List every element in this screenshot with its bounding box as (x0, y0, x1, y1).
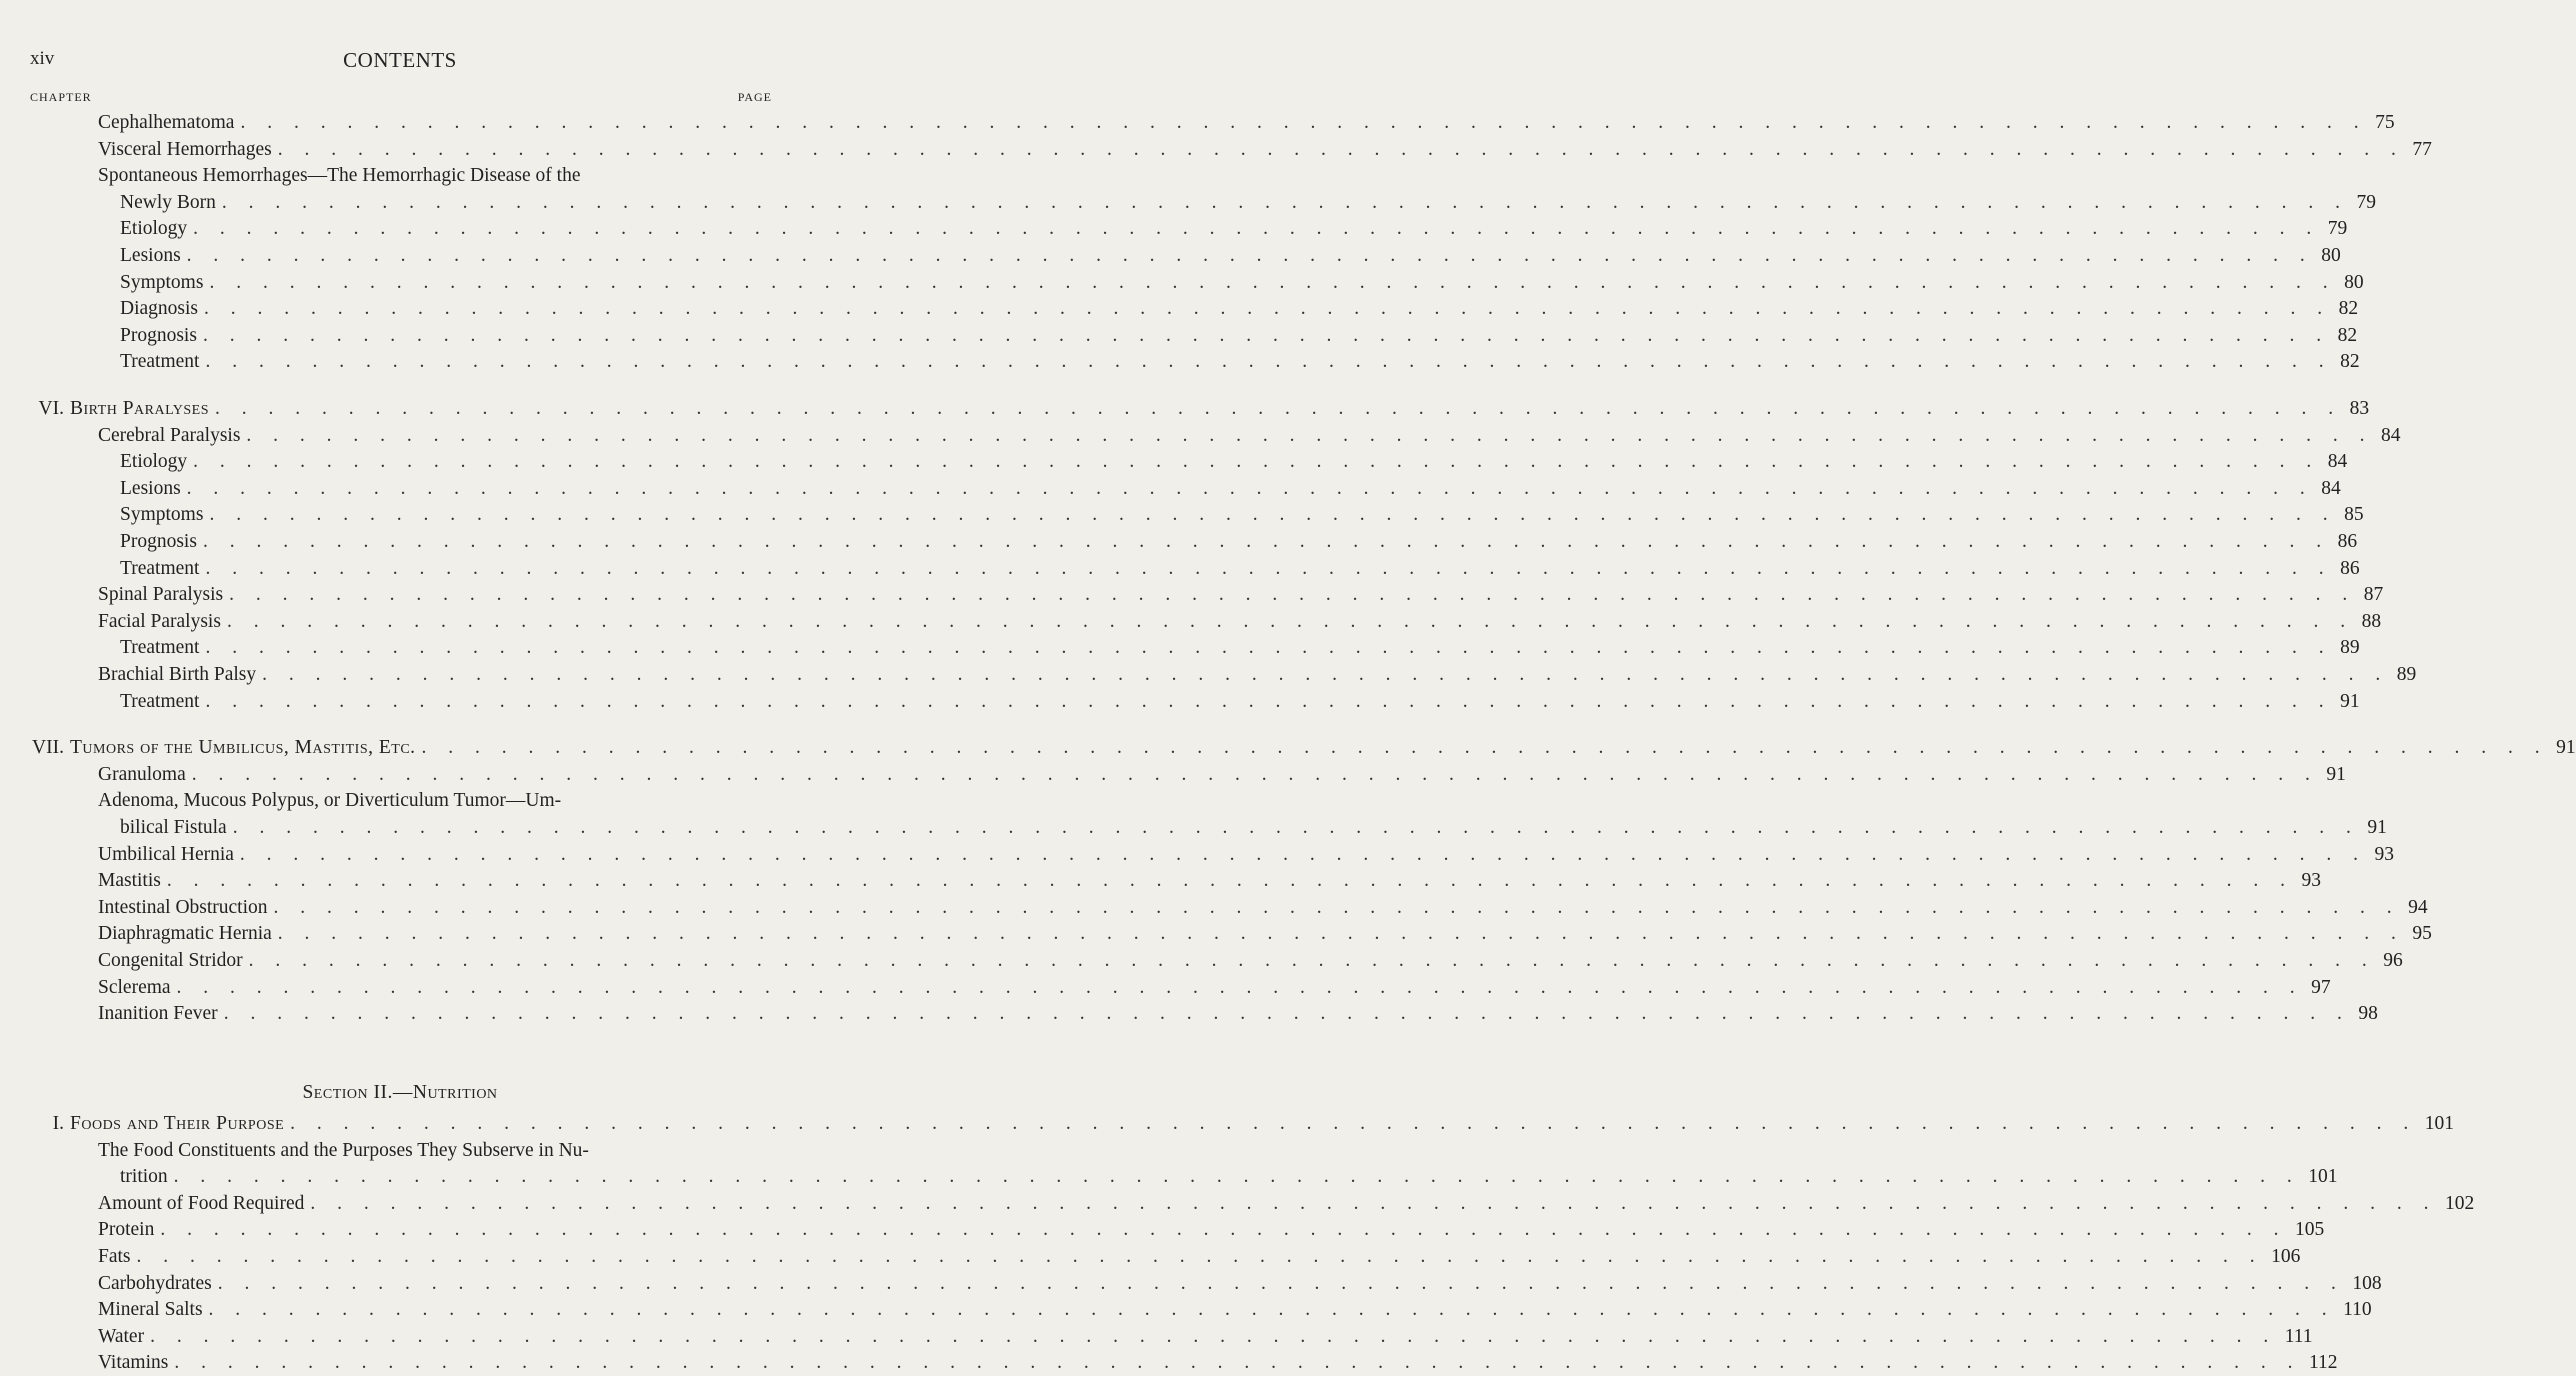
toc-entry (0, 110, 2395, 136)
entry-title: Congenital Stridor (98, 950, 243, 971)
entry-title: Umbilical Hernia (98, 843, 234, 865)
dot-leader: . . . . . . . . . . . . . . . . . . . . . . . . . . . . . . . . . . . . . . . . . . . . . . . . . . . . . . . . . . . . . . . . . . . . . . . . . . . . . . . . (248, 950, 2376, 971)
page-ref: 87 (2363, 584, 2384, 606)
page-ref: 94 (2408, 896, 2428, 918)
dot-leader: . . . . . . . . . . . . . . . . . . . . . . . . . . . . . . . . . . . . . . . . . . . . . . . . . . . . . . . . . . . . . . . . . . . . . . . . . . . . . . . . (232, 817, 2360, 838)
dot-leader: . . . . . . . . . . . . . . . . . . . . . . . . . . . . . . . . . . . . . . . . . . . . . . . . . . . . . . . . . . . . . . . . . . . . . . . . . . . . . . . . (202, 324, 2330, 346)
dot-leader: . . . . . . . . . . . . . . . . . . . . . . . . . . . . . . . . . . . . . . . . . . . . . . . . . . . . . . . . . . . . . . . . . . . . . . . . . . . . . . . . (229, 584, 2356, 606)
entry-title: bilical Fistula (120, 817, 227, 838)
entry-title: Cerebral Paralysis (98, 424, 241, 446)
entry-title: Lesions (120, 245, 181, 266)
page-ref: 111 (2284, 1325, 2313, 1347)
toc-entry (0, 895, 2428, 921)
entry-title: Carbohydrates (98, 1272, 212, 1294)
entry-title: Etiology (120, 451, 188, 473)
dot-leader: . . . . . . . . . . . . . . . . . . . . . . . . . . . . . . . . . . . . . . . . . . . . . . . . . . . . . . . . . . . . . . . . . . . . . . . . . . . . . . . . (246, 424, 2374, 446)
dot-leader: . . . . . . . . . . . . . . . . . . . . . . . . . . . . . . . . . . . . . . . . . . . . . . . . . . . . . . . . . . . . . . . . . . . . . . . . . . . . . . . . (204, 298, 2331, 320)
toc-entry (0, 137, 2432, 163)
dot-leader: . . . . . . . . . . . . . . . . . . . . . . . . . . . . . . . . . . . . . . . . . . . . . . . . . . . . . . . . . . . . . . . . . . . . . . . . . . . . . . . . (174, 1352, 2301, 1374)
toc-entry (0, 270, 2364, 296)
toc-entry (0, 1111, 2455, 1137)
entry-title: trition (120, 1166, 168, 1188)
entry-title: Water (98, 1325, 145, 1347)
dot-leader: . . . . . . . . . . . . . . . . . . . . . . . . . . . . . . . . . . . . . . . . . . . . . . . . . . . . . . . . . . . . . . . . . . . . . . . . . . . . . . . . (205, 690, 2333, 712)
page-ref: 102 (2444, 1192, 2475, 1214)
toc-entry (0, 921, 2432, 947)
page-ref: 93 (2301, 870, 2321, 892)
dot-leader: . . . . . . . . . . . . . . . . . . . . . . . . . . . . . . . . . . . . . . . . . . . . . . . . . . . . . . . . . . . . . . . . . . . . . . . . . . . . . . . . (208, 1299, 2336, 1321)
toc-entry (0, 948, 2403, 974)
page-ref: 82 (2338, 298, 2359, 320)
entry-title: Granuloma (98, 763, 186, 785)
dot-leader: . . . . . . . . . . . . . . . . . . . . . . . . . . . . . . . . . . . . . . . . . . . . . . . . . . . . . . . . . . . . . . . . . . . . . . . . . . . . . . . . (160, 1219, 2287, 1241)
dot-leader: . . . . . . . . . . . . . . . . . . . . . . . . . . . . . . . . . . . . . . . . . . . . . . . . . . . . . . . . . . . . . . . . . . . . . . . . . . . . . . . . (310, 1192, 2437, 1214)
page-ref: 89 (2396, 664, 2417, 685)
page-ref: 84 (2327, 451, 2348, 473)
toc-entry (0, 556, 2360, 582)
dot-leader: . . . . . . . . . . . . . . . . . . . . . . . . . . . . . . . . . . . . . . . . . . . . . . . . . . . . . . . . . . . . . . . . . . . . . . . . . . . . . . . . (205, 557, 2333, 579)
toc-entry (0, 1138, 800, 1164)
page-number: xiv (30, 48, 55, 69)
entry-title: Symptoms (120, 504, 204, 526)
dot-leader: . . . . . . . . . . . . . . . . . . . . . . . . . . . . . . . . . . . . . . . . . . . . . . . . . . . . . . . . . . . . . . . . . . . . . . . . . . . . . . . . (173, 1166, 2301, 1188)
entry-title: Newly Born (120, 191, 216, 213)
dot-leader: . . . . . . . . . . . . . . . . . . . . . . . . . . . . . . . . . . . . . . . . . . . . . . . . . . . . . . . . . . . . . . . . . . . . . . . . . . . . . . . . (221, 191, 2349, 213)
dot-leader: . . . . . . . . . . . . . . . . . . . . . . . . . . . . . . . . . . . . . . . . . . . . . . . . . . . . . . . . . . . . . . . . . . . . . . . . . . . . . . . . (176, 976, 2304, 998)
page-ref: 96 (2383, 950, 2403, 971)
toc-entry (0, 323, 2358, 349)
toc-entry (0, 1271, 2382, 1297)
toc-entry (0, 216, 2348, 242)
entry-title: Amount of Food Required (98, 1192, 305, 1214)
toc-entry (0, 243, 2341, 269)
entry-title: Brachial Birth Palsy (98, 664, 257, 685)
dot-leader: . . . . . . . . . . . . . . . . . . . . . . . . . . . . . . . . . . . . . . . . . . . . . . . . . . . . . . . . . . . . . . . . . . . . . . . . . . . . . . . . (273, 896, 2401, 918)
dot-leader: . . . . . . . . . . . . . . . . . . . . . . . . . . . . . . . . . . . . . . . . . . . . . . . . . . . . . . . . . . . . . . . . . . . . . . . . . . . . . . . . (186, 245, 2314, 266)
entry-title: Lesions (120, 477, 181, 499)
entry-title: Diaphragmatic Hernia (98, 923, 272, 945)
toc-entry (0, 449, 2348, 475)
toc-entry (0, 1350, 2338, 1376)
page-ref: 89 (2340, 637, 2360, 659)
entry-title: Facial Paralysis (98, 610, 221, 632)
entry-title: Etiology (120, 218, 188, 240)
toc-entry (0, 1164, 2338, 1190)
page-ref: 101 (2308, 1166, 2338, 1188)
toc-entry (0, 788, 800, 814)
toc-entry (0, 529, 2358, 555)
dot-leader: . . . . . . . . . . . . . . . . . . . . . . . . . . . . . . . . . . . . . . . . . . . . . . . . . . . . . . . . . . . . . . . . . . . . . . . . . . . . . . . . (277, 923, 2405, 945)
page-column-label: PAGE (737, 90, 772, 104)
dot-leader: . . . . . . . . . . . . . . . . . . . . . . . . . . . . . . . . . . . . . . . . . . . . . . . . . . . . . . . . . . . . . . . . . . . . . . . . . . . . . . . . (223, 1003, 2351, 1025)
entry-title: Treatment (120, 351, 200, 373)
dot-leader: . . . . . . . . . . . . . . . . . . . . . . . . . . . . . . . . . . . . . . . . . . . . . . . . . . . . . . . . . . . . . . . . . . . . . . . . . . . . . . . . (421, 737, 2549, 759)
page-ref: 112 (2308, 1352, 2338, 1374)
page-title: CONTENTS (343, 48, 457, 72)
page-ref: 97 (2311, 976, 2331, 998)
toc-entry (0, 1217, 2325, 1243)
toc-entry (0, 868, 2321, 894)
toc-entry (0, 1324, 2313, 1350)
toc-entry (0, 349, 2360, 375)
entry-title: Cephalhematoma (98, 112, 235, 133)
dot-leader: . . . . . . . . . . . . . . . . . . . . . . . . . . . . . . . . . . . . . . . . . . . . . . . . . . . . . . . . . . . . . . . . . . . . . . . . . . . . . . . . (215, 398, 2342, 419)
entry-title: Spinal Paralysis (98, 584, 224, 606)
entry-title: Intestinal Obstruction (98, 896, 268, 918)
dot-leader: . . . . . . . . . . . . . . . . . . . . . . . . . . . . . . . . . . . . . . . . . . . . . . . . . . . . . . . . . . . . . . . . . . . . . . . . . . . . . . . . (262, 664, 2389, 685)
toc-entry (0, 815, 2387, 841)
page-ref: 91 (2367, 817, 2387, 838)
entry-title: Treatment (120, 637, 200, 659)
dot-leader: . . . . . . . . . . . . . . . . . . . . . . . . . . . . . . . . . . . . . . . . . . . . . . . . . . . . . . . . . . . . . . . . . . . . . . . . . . . . . . . . (136, 1246, 2264, 1267)
entry-title: Diagnosis (120, 298, 198, 320)
toc-entry (0, 1297, 2372, 1323)
toc-entry (0, 1001, 2378, 1027)
chapter-number: VII. (32, 737, 64, 759)
dot-leader: . . . . . . . . . . . . . . . . . . . . . . . . . . . . . . . . . . . . . . . . . . . . . . . . . . . . . . . . . . . . . . . . . . . . . . . . . . . . . . . . (193, 451, 2320, 473)
dot-leader: . . . . . . . . . . . . . . . . . . . . . . . . . . . . . . . . . . . . . . . . . . . . . . . . . . . . . . . . . . . . . . . . . . . . . . . . . . . . . . . . (209, 504, 2337, 526)
page-ref: 95 (2412, 923, 2432, 945)
page-ref: 91 (2326, 763, 2346, 785)
entry-title: Prognosis (120, 531, 197, 552)
page-header (30, 38, 770, 78)
dot-leader: . . . . . . . . . . . . . . . . . . . . . . . . . . . . . . . . . . . . . . . . . . . . . . . . . . . . . . . . . . . . . . . . . . . . . . . . . . . . . . . . (205, 351, 2333, 373)
chapter-number: I. (52, 1113, 64, 1134)
page-ref: 88 (2361, 610, 2382, 632)
chapter-title: Tumors of the Umbilicus, Mastitis, Etc. (70, 737, 416, 759)
dot-leader: . . . . . . . . . . . . . . . . . . . . . . . . . . . . . . . . . . . . . . . . . . . . . . . . . . . . . . . . . . . . . . . . . . . . . . . . . . . . . . . . (166, 870, 2294, 892)
page-ref: 91 (2556, 737, 2576, 759)
entry-title: Spontaneous Hemorrhages—The Hemorrhagic Disease of the (98, 165, 581, 187)
page-ref: 80 (2321, 245, 2341, 266)
page-ref: 80 (2344, 271, 2364, 293)
entry-title: Protein (98, 1219, 155, 1241)
dot-leader: . . . . . . . . . . . . . . . . . . . . . . . . . . . . . . . . . . . . . . . . . . . . . . . . . . . . . . . . . . . . . . . . . . . . . . . . . . . . . . . . (239, 843, 2367, 865)
page-ref: 110 (2343, 1299, 2372, 1321)
page-ref: 79 (2356, 191, 2376, 213)
chapter-number: VI. (38, 398, 64, 419)
entry-title: Fats (98, 1246, 131, 1267)
page-ref: 85 (2344, 504, 2364, 526)
toc-entry (0, 662, 2417, 688)
page-ref: 82 (2337, 324, 2358, 346)
toc-entry (0, 190, 2376, 216)
toc-entry (0, 1191, 2475, 1217)
dot-leader: . . . . . . . . . . . . . . . . . . . . . . . . . . . . . . . . . . . . . . . . . . . . . . . . . . . . . . . . . . . . . . . . . . . . . . . . . . . . . . . . (217, 1272, 2345, 1294)
toc-entry (0, 689, 2360, 715)
dot-leader: . . . . . . . . . . . . . . . . . . . . . . . . . . . . . . . . . . . . . . . . . . . . . . . . . . . . . . . . . . . . . . . . . . . . . . . . . . . . . . . . (290, 1113, 2417, 1134)
page-ref: 108 (2352, 1272, 2382, 1294)
entry-title: Adenoma, Mucous Polypus, or Diverticulum Tumor—Um- (98, 790, 562, 812)
page-ref: 106 (2271, 1246, 2301, 1267)
dot-leader: . . . . . . . . . . . . . . . . . . . . . . . . . . . . . . . . . . . . . . . . . . . . . . . . . . . . . . . . . . . . . . . . . . . . . . . . . . . . . . . . (150, 1325, 2277, 1347)
entry-title: Symptoms (120, 271, 204, 293)
dot-leader: . . . . . . . . . . . . . . . . . . . . . . . . . . . . . . . . . . . . . . . . . . . . . . . . . . . . . . . . . . . . . . . . . . . . . . . . . . . . . . . . (205, 637, 2333, 659)
dot-leader: . . . . . . . . . . . . . . . . . . . . . . . . . . . . . . . . . . . . . . . . . . . . . . . . . . . . . . . . . . . . . . . . . . . . . . . . . . . . . . . . (191, 763, 2319, 785)
entry-title: Mastitis (98, 870, 161, 892)
toc-entry (0, 635, 2360, 661)
dot-leader: . . . . . . . . . . . . . . . . . . . . . . . . . . . . . . . . . . . . . . . . . . . . . . . . . . . . . . . . . . . . . . . . . . . . . . . . . . . . . . . . (202, 531, 2330, 552)
dot-leader: . . . . . . . . . . . . . . . . . . . . . . . . . . . . . . . . . . . . . . . . . . . . . . . . . . . . . . . . . . . . . . . . . . . . . . . . . . . . . . . . (240, 112, 2368, 133)
page-ref: 86 (2337, 531, 2358, 552)
toc-entry (0, 762, 2346, 788)
entry-title: Mineral Salts (98, 1299, 203, 1321)
page-ref: 91 (2340, 690, 2360, 712)
entry-title: The Food Constituents and the Purposes They Subserve in Nu- (98, 1139, 589, 1161)
toc-entry (0, 842, 2395, 868)
entry-title: Inanition Fever (98, 1003, 218, 1025)
entry-title: Vitamins (98, 1352, 169, 1374)
dot-leader: . . . . . . . . . . . . . . . . . . . . . . . . . . . . . . . . . . . . . . . . . . . . . . . . . . . . . . . . . . . . . . . . . . . . . . . . . . . . . . . . (193, 218, 2320, 240)
toc-entry (0, 396, 2370, 422)
toc-entry (0, 502, 2364, 528)
page-ref: 84 (2381, 424, 2401, 446)
page-ref: 101 (2424, 1113, 2455, 1134)
toc-entry (0, 735, 2576, 761)
page-ref: 82 (2340, 351, 2360, 373)
toc-entry (0, 975, 2331, 1001)
chapter-title: Birth Paralyses (70, 398, 209, 419)
toc-entry (0, 423, 2401, 449)
dot-leader: . . . . . . . . . . . . . . . . . . . . . . . . . . . . . . . . . . . . . . . . . . . . . . . . . . . . . . . . . . . . . . . . . . . . . . . . . . . . . . . . (277, 138, 2405, 160)
page-ref: 105 (2294, 1219, 2325, 1241)
page-ref: 79 (2327, 218, 2348, 240)
entry-title: Treatment (120, 557, 200, 579)
toc-entry (0, 476, 2341, 502)
page-ref: 77 (2412, 138, 2432, 160)
toc-entry (0, 296, 2359, 322)
toc-entry (0, 1244, 2301, 1270)
toc-entry (0, 582, 2384, 608)
chapter-title: Foods and Their Purpose (70, 1113, 285, 1134)
page-ref: 93 (2374, 843, 2395, 865)
toc-entry (0, 609, 2382, 635)
dot-leader: . . . . . . . . . . . . . . . . . . . . . . . . . . . . . . . . . . . . . . . . . . . . . . . . . . . . . . . . . . . . . . . . . . . . . . . . . . . . . . . . (209, 271, 2337, 293)
dot-leader: . . . . . . . . . . . . . . . . . . . . . . . . . . . . . . . . . . . . . . . . . . . . . . . . . . . . . . . . . . . . . . . . . . . . . . . . . . . . . . . . (226, 610, 2354, 632)
section-heading: Section II.—Nutrition (302, 1082, 498, 1103)
dot-leader: . . . . . . . . . . . . . . . . . . . . . . . . . . . . . . . . . . . . . . . . . . . . . . . . . . . . . . . . . . . . . . . . . . . . . . . . . . . . . . . . (186, 477, 2314, 499)
page-ref: 75 (2375, 112, 2395, 133)
page-ref: 83 (2349, 398, 2370, 419)
entry-title: Visceral Hemorrhages (98, 138, 272, 160)
page-ref: 86 (2340, 557, 2360, 579)
chapter-column-label: CHAPTER (30, 90, 92, 104)
page-ref: 98 (2358, 1003, 2378, 1025)
entry-title: Treatment (120, 690, 200, 712)
entry-title: Prognosis (120, 324, 197, 346)
toc-entry (0, 163, 800, 189)
page-ref: 84 (2321, 477, 2341, 499)
entry-title: Sclerema (98, 976, 171, 998)
